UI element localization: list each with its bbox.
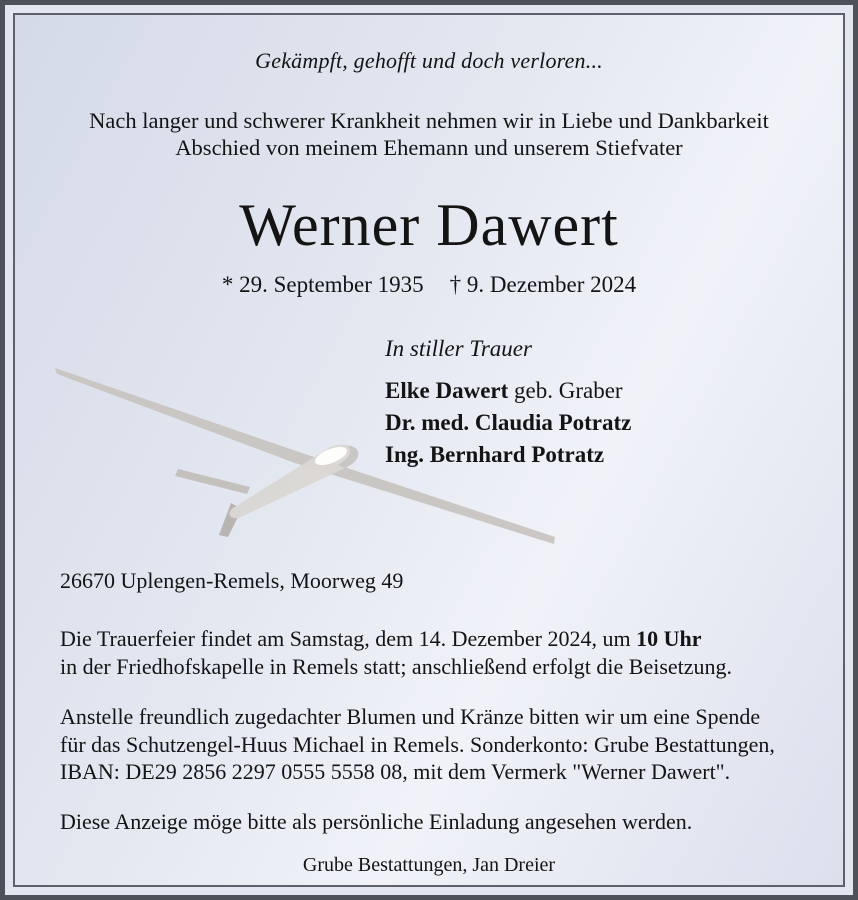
service-line-1 (60, 625, 732, 653)
undertaker-line: Grube Bestattungen, Jan Dreier (302, 854, 556, 876)
introduction-line-1: Nach langer und schwerer Krankheit nehmen wir in Liebe und Dankbarkeit (89, 108, 769, 133)
introduction-text (15, 107, 843, 161)
donation-request (60, 703, 775, 786)
notice-content-area (13, 13, 845, 887)
mourner-row (385, 439, 631, 471)
mourner-name: Dr. med. Claudia Potratz (385, 410, 632, 435)
donation-line-2: für das Schutzengel-Huus Michael in Remels. Sonderkonto: Grube Bestattungen, (60, 731, 775, 757)
death-date: † 9. Dezember 2024 (449, 272, 637, 297)
funeral-service-info (60, 625, 732, 681)
mourner-name: Elke Dawert (385, 378, 509, 403)
mourner-row (385, 375, 631, 407)
mourner-suffix: geb. Graber (508, 378, 623, 403)
service-text: Die Trauerfeier findet am Samstag, dem 14. Dezember 2024, um (60, 626, 637, 651)
life-dates (15, 272, 843, 298)
notice-frame (5, 5, 853, 895)
birth-date: * 29. September 1935 (221, 272, 424, 297)
donation-line-1: Anstelle freundlich zugedachter Blumen und Kränze bitten wir um eine Spende (60, 704, 761, 729)
introduction-line-2: Abschied von meinem Ehemann und unserem Stiefvater (175, 135, 683, 160)
epigraph: Gekämpft, gehofft und doch verloren... (255, 48, 603, 73)
invitation-note: Diese Anzeige möge bitte als persönliche Einladung angesehen werden. (60, 809, 693, 834)
donation-line-3: IBAN: DE29 2856 2297 0555 5558 08, mit dem Vermerk "Werner Dawert". (60, 759, 731, 784)
mourner-name: Ing. Bernhard Potratz (385, 442, 605, 467)
mourning-heading: In stiller Trauer (385, 336, 532, 361)
service-time: 10 Uhr (636, 626, 702, 651)
mourner-row (385, 407, 631, 439)
mourners-block (385, 333, 631, 471)
deceased-name: Werner Dawert (239, 192, 619, 258)
address-line: 26670 Uplengen-Remels, Moorweg 49 (60, 568, 404, 593)
service-line-2: in der Friedhofskapelle in Remels statt; anschließend erfolgt die Beisetzung. (60, 654, 733, 679)
